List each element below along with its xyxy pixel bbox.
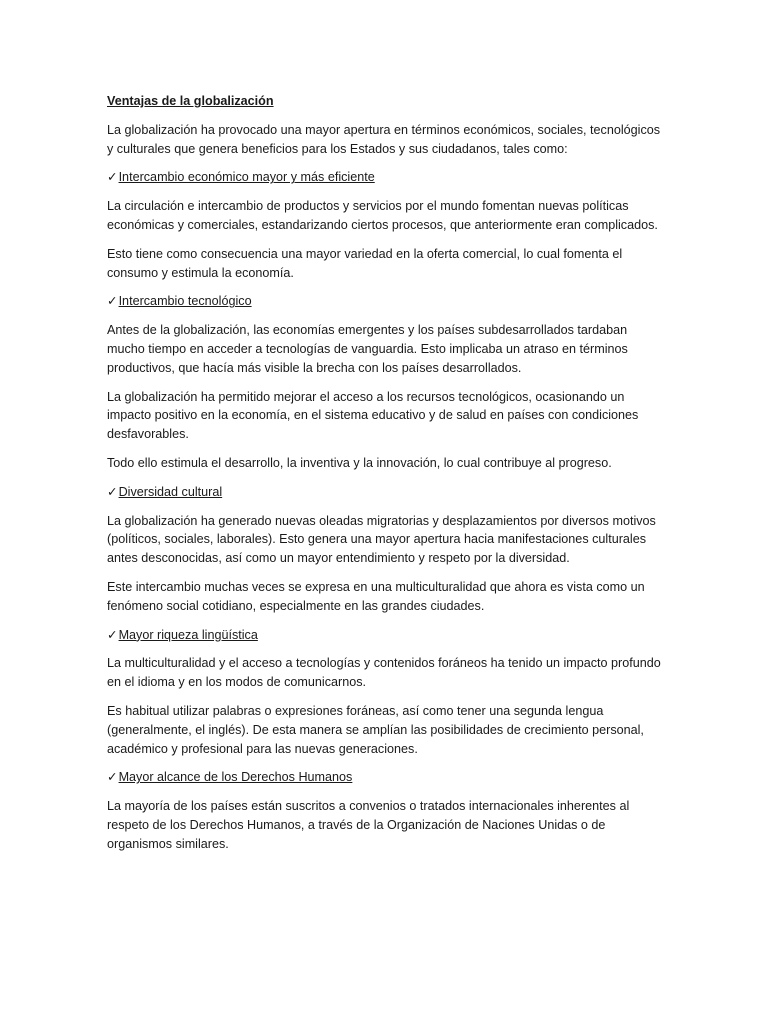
document-title: Ventajas de la globalización xyxy=(107,94,274,108)
paragraph: La mayoría de los países están suscritos a convenios o tratados internacionales inherentes al respeto de los Derechos Humanos, a través de la Organización de Naciones Unidas o de organismos similares. xyxy=(107,799,630,851)
paragraph: Esto tiene como consecuencia una mayor variedad en la oferta comercial, lo cual fomenta el consumo y estimula la economía. xyxy=(107,246,623,280)
paragraph: Es habitual utilizar palabras o expresiones foráneas, así como tener una segunda lengua (generalmente, el inglés). De esta manera se amplían las posibilidades de crecimiento personal, académico y profesional para las nuevas generaciones. xyxy=(107,703,644,756)
check-icon: ✓ xyxy=(107,294,118,309)
section-heading-label: Mayor alcance de los Derechos Humanos xyxy=(118,770,353,785)
section-heading-cultural xyxy=(107,483,668,502)
section-heading-label: Intercambio tecnológico xyxy=(118,294,252,309)
paragraph: La globalización ha permitido mejorar el acceso a los recursos tecnológicos, ocasionando un impacto positivo en la economía, en el sistema educativo y de salud en países con condiciones desfavorables. xyxy=(107,389,639,442)
check-icon: ✓ xyxy=(107,770,118,785)
check-icon: ✓ xyxy=(107,170,118,185)
paragraph: La globalización ha generado nuevas oleadas migratorias y desplazamientos por diversos motivos (políticos, sociales, laborales). Esto genera una mayor apertura hacia manifestaciones culturales antes desconocidas, así como un mayor entendimiento y respeto por la diversidad. xyxy=(107,513,656,566)
section-heading-label: Mayor riqueza lingüística xyxy=(118,627,258,642)
section-heading-economic xyxy=(107,168,668,187)
paragraph: La circulación e intercambio de productos y servicios por el mundo fomentan nuevas políticas económicas y comerciales, estandarizando ciertos procesos, que anteriormente eran complicados. xyxy=(107,199,658,232)
section-heading-label: Diversidad cultural xyxy=(118,484,223,499)
check-icon: ✓ xyxy=(107,484,118,499)
check-icon: ✓ xyxy=(107,627,118,642)
section-heading-label: Intercambio económico mayor y más eficiente xyxy=(118,170,375,185)
paragraph: Este intercambio muchas veces se expresa en una multiculturalidad que ahora es vista como un fenómeno social cotidiano, especialmente en las grandes ciudades. xyxy=(107,579,645,613)
section-heading-linguistic xyxy=(107,626,668,645)
paragraph: Antes de la globalización, las economías emergentes y los países subdesarrollados tardaban mucho tiempo en acceder a tecnologías de vanguardia. Esto implicaba un atraso en términos productivos, que hacía más visible la brecha con los países desarrollados. xyxy=(107,323,628,375)
paragraph: Todo ello estimula el desarrollo, la inventiva y la innovación, lo cual contribuye al progreso. xyxy=(107,455,612,470)
section-heading-human-rights xyxy=(107,768,668,787)
intro-paragraph: La globalización ha provocado una mayor apertura en términos económicos, sociales, tecnológicos y culturales que genera beneficios para los Estados y sus ciudadanos, tales como: xyxy=(107,122,661,156)
paragraph: La multiculturalidad y el acceso a tecnologías y contenidos foráneos ha tenido un impacto profundo en el idioma y en los modos de comunicarnos. xyxy=(107,656,661,690)
section-heading-technological xyxy=(107,292,668,311)
